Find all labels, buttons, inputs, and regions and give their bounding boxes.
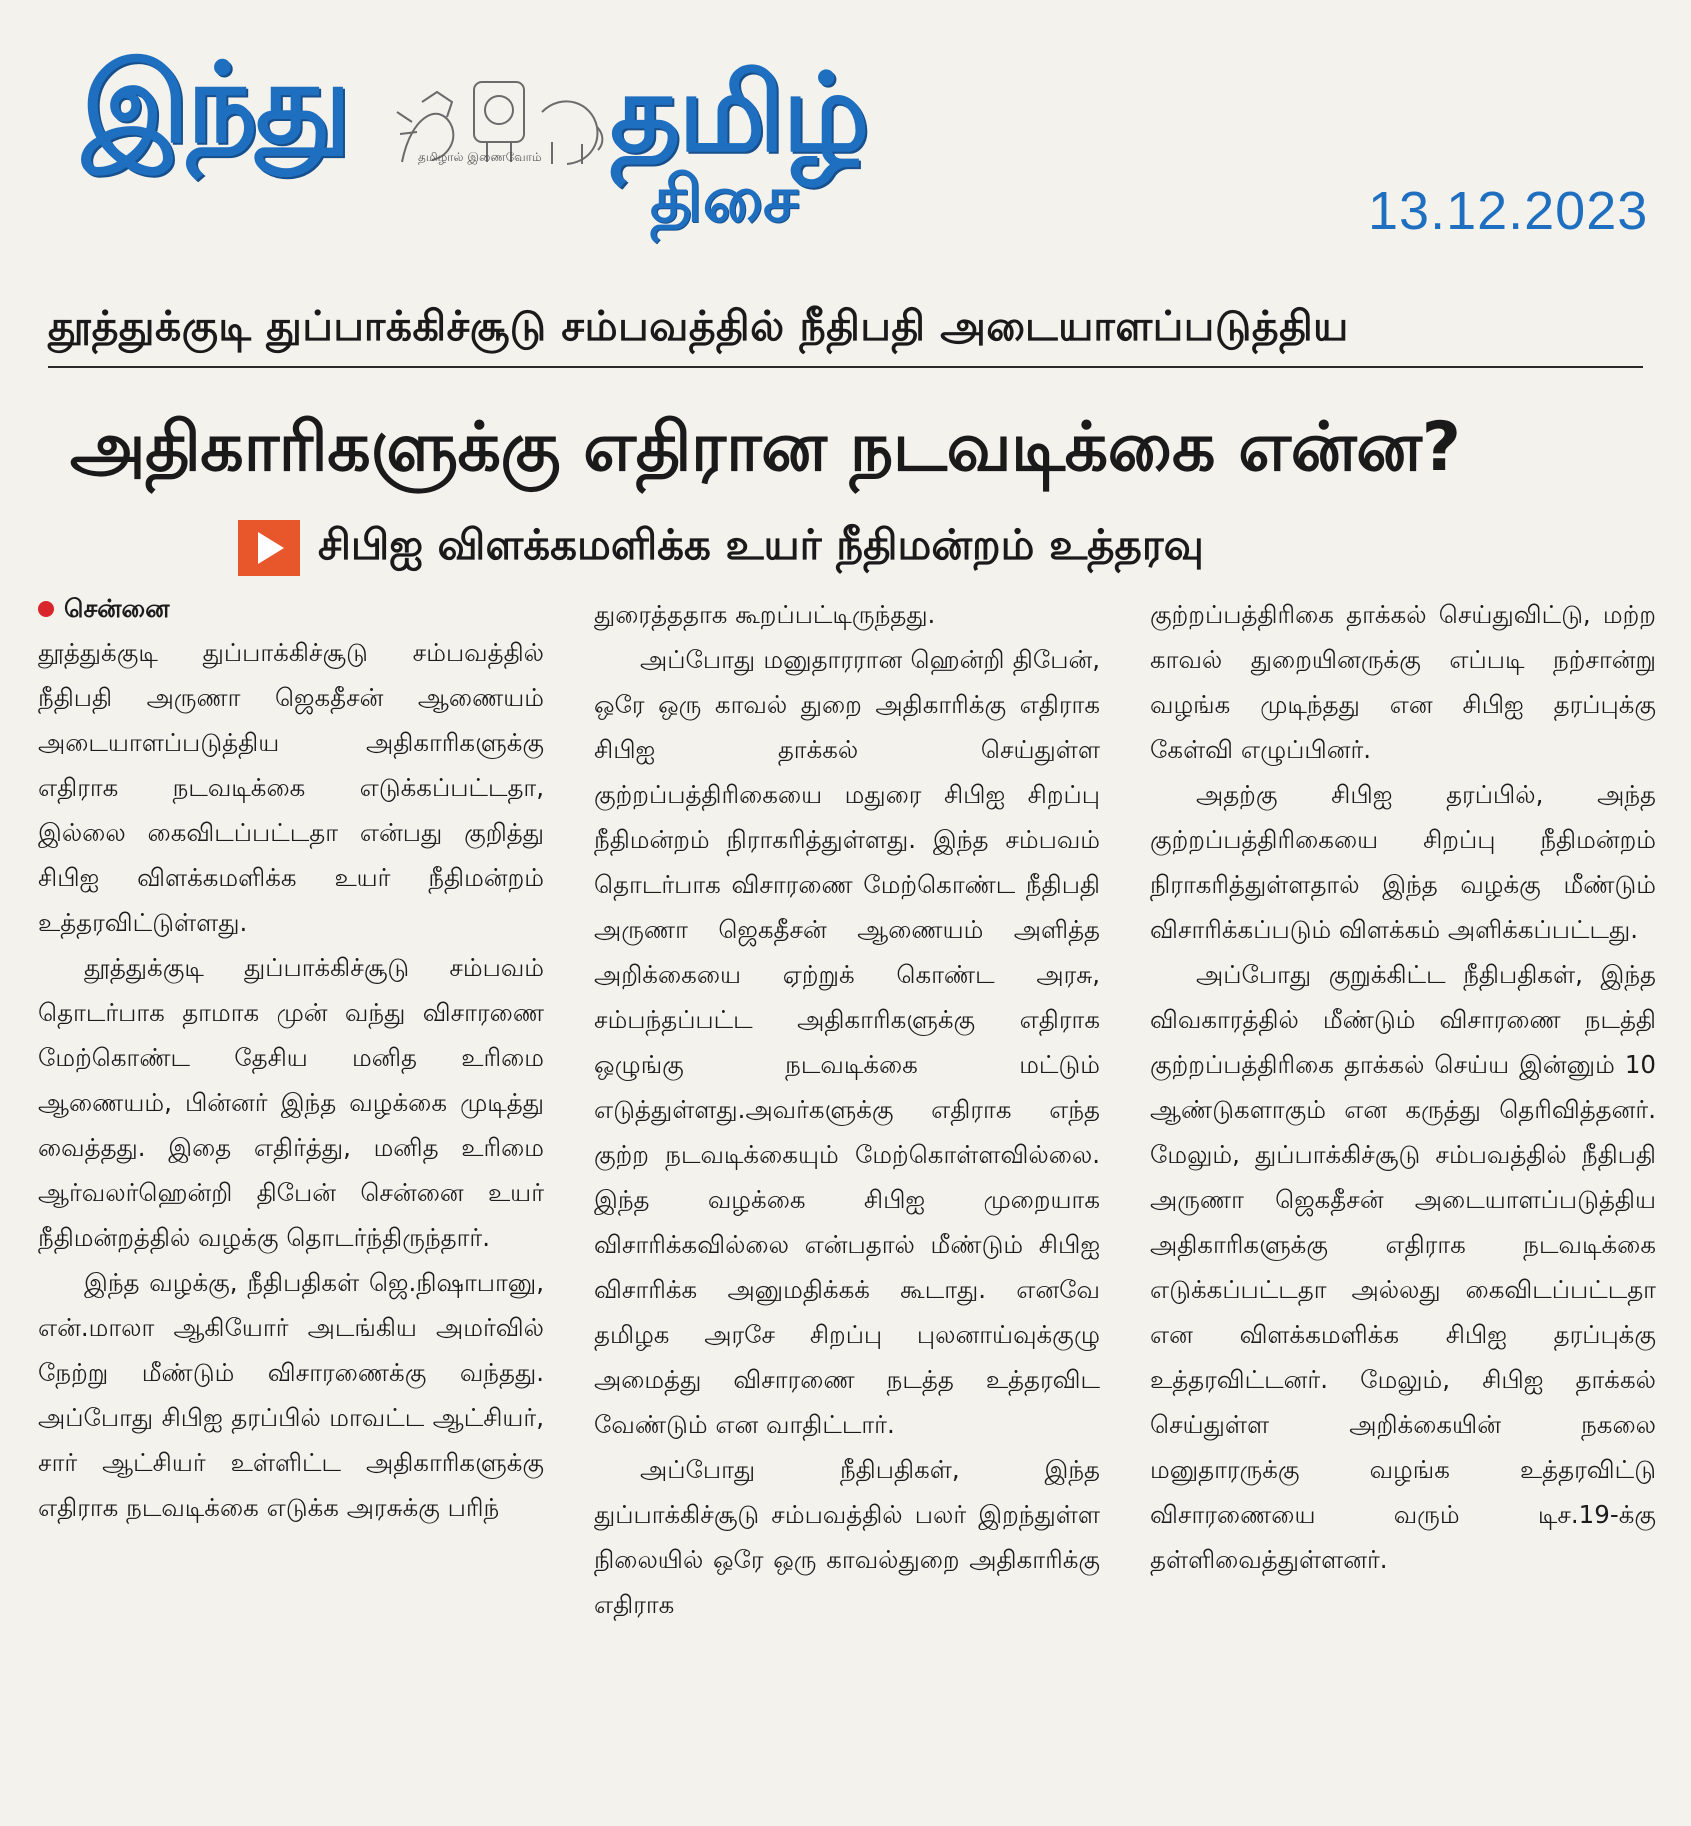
logo-text-hindu: இந்து (82, 39, 349, 167)
logo-text-thisai: திசை (650, 163, 799, 237)
masthead (0, 0, 1691, 270)
article-subheadline: சிபிஐ விளக்கமளிக்க உயர் நீதிமன்றம் உத்தரவு (318, 520, 1204, 569)
paragraph: தூத்துக்குடி துப்பாக்கிச்சூடு சம்பவம் தொடர்பாக தாமாக முன் வந்து விசாரணை மேற்கொண்ட தேசிய மனித உரிமை ஆணையம், பின்னர் இந்த வழக்கை முடித்து வைத்தது. இதை எதிர்த்து, மனித உரிமை ஆர்வலர்ஹென்றி திபேன் சென்னை உயர் நீதிமன்றத்தில் வழக்கு தொடர்ந்திருந்தார். (38, 953, 544, 1252)
divider (48, 366, 1643, 368)
paragraph: இந்த வழக்கு, நீதிபதிகள் ஜெ.நிஷாபானு, என்.மாலா ஆகியோர் அடங்கிய அமர்வில் நேற்று மீண்டும் விசாரணைக்கு வந்தது. அப்போது சிபிஐ தரப்பில் மாவட்ட ஆட்சியர், சார் ஆட்சியர் உள்ளிட்ட அதிகாரிகளுக்கு எதிராக நடவடிக்கை எடுக்க அரசுக்கு பரிந் (38, 1268, 544, 1522)
paragraph: தூத்துக்குடி துப்பாக்கிச்சூடு சம்பவத்தில் நீதிபதி அருணா ஜெகதீசன் ஆணையம் அடையாளப்படுத்திய அதிகாரிகளுக்கு எதிராக நடவடிக்கை எடுக்கப்பட்டதா, இல்லை கைவிடப்பட்டதா என்பது குறித்து சிபிஐ விளக்கமளிக்க உயர் நீதிமன்றம் உத்தரவிட்டுள்ளது. (38, 638, 544, 937)
bullet-dot-icon (38, 601, 54, 617)
paragraph: அப்போது குறுக்கிட்ட நீதிபதிகள், இந்த விவகாரத்தில் மீண்டும் விசாரணை நடத்தி குற்றப்பத்திரிகை தாக்கல் செய்ய இன்னும் 10 ஆண்டுகளாகும் என கருத்து தெரிவித்தனர். மேலும், துப்பாக்கிச்சூடு சம்பவத்தில் நீதிபதி அருணா ஜெகதீசன் அடையாளப்படுத்திய அதிகாரிகளுக்கு எதிராக நடவடிக்கை எடுக்கப்பட்டதா அல்லது கைவிடப்பட்டதா என விளக்கமளிக்க சிபிஐ தரப்புக்கு உத்தரவிட்டனர். மேலும், சிபிஐ தாக்கல் செய்துள்ள அறிக்கையின் நகலை மனுதாரருக்கு வழங்க உத்தரவிட்டு விசாரணையை வரும் டிச.19-க்கு தள்ளிவைத்துள்ளனர். (1150, 960, 1656, 1574)
article-column-3 (1150, 592, 1656, 1582)
play-arrow-icon (238, 520, 300, 576)
paragraph: குற்றப்பத்திரிகை தாக்கல் செய்துவிட்டு, மற்ற காவல் துறையினருக்கு எப்படி நற்சான்று வழங்க முடிந்தது என சிபிஐ தரப்புக்கு கேள்வி எழுப்பினர். (1150, 600, 1656, 764)
paragraph: அதற்கு சிபிஐ தரப்பில், அந்த குற்றப்பத்திரிகையை சிறப்பு நீதிமன்றம் நிராகரித்துள்ளதால் இந்த வழக்கு மீண்டும் விசாரிக்கப்படும் விளக்கம் அளிக்கப்பட்டது. (1150, 780, 1656, 944)
article-column-1 (38, 592, 544, 1530)
paragraph: அப்போது மனுதாரரான ஹென்றி திபேன், ஒரே ஒரு காவல் துறை அதிகாரிக்கு எதிராக சிபிஐ தாக்கல் செய்துள்ள குற்றப்பத்திரிகையை மதுரை சிபிஐ சிறப்பு நீதிமன்றம் நிராகரித்துள்ளது. இந்த சம்பவம் தொடர்பாக விசாரணை மேற்கொண்ட நீதிபதி அருணா ஜெகதீசன் ஆணையம் அளித்த அறிக்கையை ஏற்றுக் கொண்ட அரசு, சம்பந்தப்பட்ட அதிகாரிகளுக்கு எதிராக ஒழுங்கு நடவடிக்கை மட்டும் எடுத்துள்ளது.அவர்களுக்கு எதிராக எந்த குற்ற நடவடிக்கையும் மேற்கொள்ளவில்லை. இந்த வழக்கை சிபிஐ முறையாக விசாரிக்கவில்லை என்பதால் மீண்டும் சிபிஐ விசாரிக்க அனுமதிக்கக் கூடாது. எனவே தமிழக அரசே சிறப்பு புலனாய்வுக்குழு அமைத்து விசாரணை நடத்த உத்தரவிட வேண்டும் என வாதிட்டார். (594, 645, 1100, 1439)
paragraph: துரைத்ததாக கூறப்பட்டிருந்தது. (594, 600, 936, 629)
article-headline: அதிகாரிகளுக்கு எதிரான நடவடிக்கை என்ன? (70, 408, 1461, 487)
tagline: தமிழால் இணைவோம் (418, 150, 542, 164)
dateline (38, 592, 544, 626)
paragraph: அப்போது நீதிபதிகள், இந்த துப்பாக்கிச்சூடு சம்பவத்தில் பலர் இறந்துள்ள நிலையில் ஒரே ஒரு காவல்துறை அதிகாரிக்கு எதிராக (594, 1455, 1100, 1619)
dateline-city: சென்னை (64, 594, 170, 623)
article-kicker: தூத்துக்குடி துப்பாக்கிச்சூடு சம்பவத்தில் நீதிபதி அடையாளப்படுத்திய (48, 302, 1349, 350)
article-column-2 (594, 592, 1100, 1627)
publication-date: 13.12.2023 (1368, 181, 1649, 241)
logo-text-tamil: தமிழ் (610, 51, 868, 176)
